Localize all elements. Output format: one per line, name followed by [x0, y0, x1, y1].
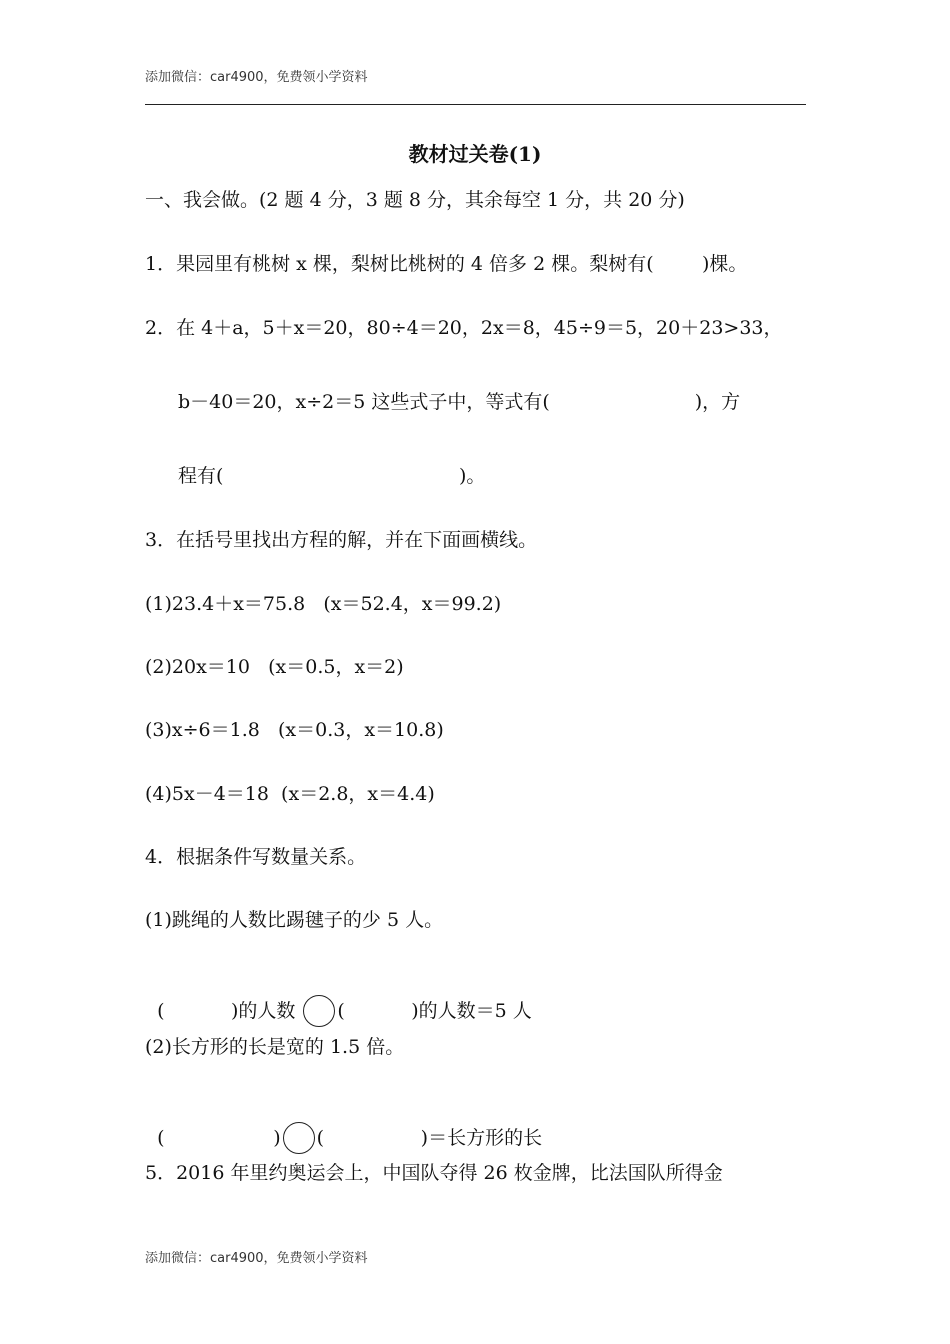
question-3-item-4: (4)5x－4＝18 (x＝2.8，x＝4.4) — [145, 783, 435, 805]
section-heading: 一、我会做。(2 题 4 分，3 题 8 分，其余每空 1 分，共 20 分) — [145, 189, 685, 211]
question-4-item-1: (1)跳绳的人数比踢毽子的少 5 人。 — [145, 909, 444, 931]
question-3-item-2: (2)20x＝10 (x＝0.5，x＝2) — [145, 656, 404, 678]
relation-right: ( )的人数＝5 人 — [337, 1000, 532, 1022]
question-4-item-2: (2)长方形的长是宽的 1.5 倍。 — [145, 1036, 405, 1058]
relation-right: ( )＝长方形的长 — [316, 1127, 543, 1149]
page-header: 添加微信：car4900，免费领小学资料 — [145, 70, 368, 85]
operator-circle — [303, 995, 335, 1027]
question-1: 1．果园里有桃树 x 棵，梨树比桃树的 4 倍多 2 棵。梨树有( )棵。 — [145, 253, 748, 275]
question-3-item-3: (3)x÷6＝1.8 (x＝0.3，x＝10.8) — [145, 719, 444, 741]
question-4-item-1-relation — [145, 971, 532, 1027]
page-title: 教材过关卷(1) — [408, 142, 542, 166]
question-4: 4．根据条件写数量关系。 — [145, 846, 367, 868]
question-3: 3．在括号里找出方程的解，并在下面画横线。 — [145, 529, 538, 551]
operator-circle — [283, 1122, 315, 1154]
relation-left: ( )的人数 — [157, 1000, 302, 1022]
question-4-item-2-relation — [145, 1098, 542, 1154]
question-2-line-1: 2．在 4＋a，5＋x＝20，80÷4＝20，2x＝8，45÷9＝5，20＋23>33， — [145, 317, 783, 339]
question-5: 5．2016 年里约奥运会上，中国队夺得 26 枚金牌，比法国队所得金 — [145, 1162, 723, 1184]
question-3-item-1: (1)23.4＋x＝75.8 (x＝52.4，x＝99.2) — [145, 593, 502, 615]
header-rule — [145, 104, 806, 105]
question-2-line-2: b－40＝20，x÷2＝5 这些式子中，等式有( )，方 — [178, 391, 741, 413]
relation-left: ( ) — [157, 1127, 281, 1149]
page-footer: 添加微信：car4900，免费领小学资料 — [145, 1251, 368, 1266]
question-2-line-3: 程有( )。 — [178, 465, 486, 487]
